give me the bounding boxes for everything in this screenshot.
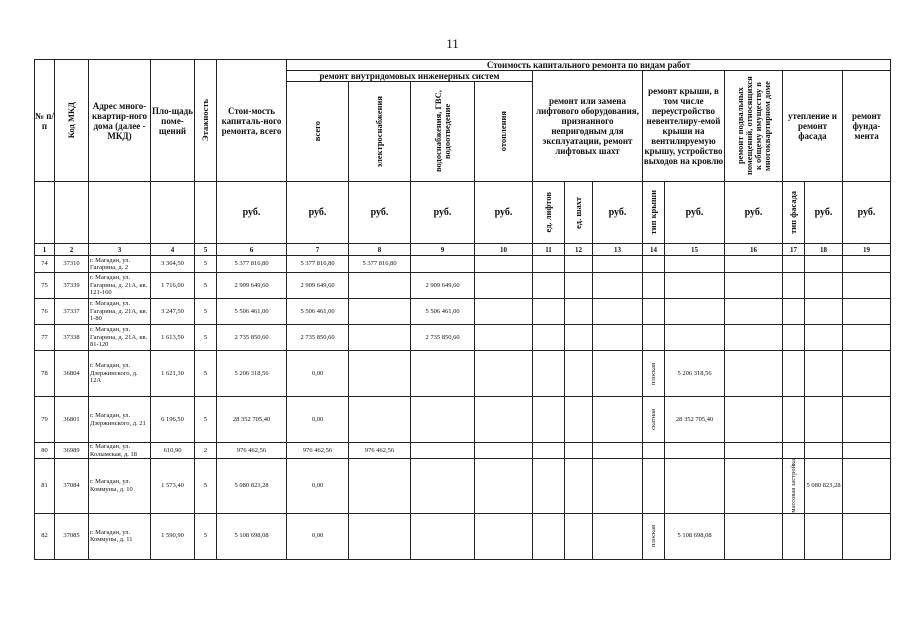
row-address: г. Магадан, ул. Коммуны, д. 11 — [89, 513, 151, 559]
table-row — [35, 256, 891, 273]
row-lift-cost — [593, 273, 643, 299]
table-row — [35, 397, 891, 443]
unit-empty — [151, 182, 195, 244]
row-electro — [349, 513, 411, 559]
row-roof-cost — [665, 256, 725, 273]
row-floors: 5 — [195, 325, 217, 351]
row-code: 36801 — [55, 397, 89, 443]
header-lift: ремонт или замена лифтового оборудования, признанного непригодным для эксплуатации, ремонт лифтовых шахт — [533, 71, 643, 182]
row-foundation — [843, 443, 891, 459]
row-shaft-count — [565, 256, 593, 273]
column-number: 15 — [665, 244, 725, 256]
row-code: 37085 — [55, 513, 89, 559]
row-facade-cost — [805, 273, 843, 299]
row-heating — [475, 351, 533, 397]
unit-rub: руб. — [217, 182, 287, 244]
row-basement — [725, 351, 783, 397]
row-lift-count — [533, 443, 565, 459]
row-floors: 5 — [195, 459, 217, 514]
column-number: 3 — [89, 244, 151, 256]
row-roof-cost — [665, 325, 725, 351]
row-address: г. Магадан, ул. Гагарина, д. 21А, кв. 121-160 — [89, 273, 151, 299]
row-no: 74 — [35, 256, 55, 273]
unit-rub: руб. — [349, 182, 411, 244]
header-facade: утепление и ремонт фасада — [783, 71, 843, 182]
header-foundation: ремонт фунда-мента — [843, 71, 891, 182]
row-eng-total: 0,00 — [287, 513, 349, 559]
column-number: 6 — [217, 244, 287, 256]
unit-rub: руб. — [287, 182, 349, 244]
header-roof: ремонт крыши, в том числе переустройство невентелиру-емой крыши на вентилируемую крышу, устройство выходов на кровлю — [643, 71, 725, 182]
row-electro: 5 377 816,80 — [349, 256, 411, 273]
table-row — [35, 459, 891, 514]
row-lift-cost — [593, 351, 643, 397]
row-address: г. Магадан, ул. Гагарина, д. 21А, кв. 81-120 — [89, 325, 151, 351]
column-number: 5 — [195, 244, 217, 256]
row-basement — [725, 256, 783, 273]
unit-lift-count: ед. лифтов — [533, 182, 565, 244]
page-number: 11 — [446, 36, 459, 51]
unit-empty — [195, 182, 217, 244]
row-water — [411, 443, 475, 459]
row-foundation — [843, 459, 891, 514]
row-floors: 5 — [195, 513, 217, 559]
row-roof-type: скатная — [643, 397, 665, 443]
row-eng-total: 0,00 — [287, 397, 349, 443]
row-total-cost: 976 462,56 — [217, 443, 287, 459]
row-roof-type: плоская — [643, 513, 665, 559]
row-total-cost: 5 506 461,00 — [217, 299, 287, 325]
header-floors: Этажность — [195, 60, 217, 182]
row-eng-total: 0,00 — [287, 351, 349, 397]
row-foundation — [843, 299, 891, 325]
row-lift-count — [533, 299, 565, 325]
header-basement: ремонт подвальных помещений, относящихся к общему имуществу в многоквартирном доме — [725, 71, 783, 182]
header-eng-total: всего — [287, 82, 349, 182]
column-number: 8 — [349, 244, 411, 256]
row-heating — [475, 459, 533, 514]
row-code: 37310 — [55, 256, 89, 273]
table-row — [35, 351, 891, 397]
column-number: 19 — [843, 244, 891, 256]
table-row — [35, 513, 891, 559]
row-floors: 5 — [195, 256, 217, 273]
row-heating — [475, 325, 533, 351]
row-facade-cost — [805, 443, 843, 459]
row-eng-total: 976 462,56 — [287, 443, 349, 459]
row-roof-type — [643, 273, 665, 299]
row-roof-type — [643, 443, 665, 459]
row-no: 82 — [35, 513, 55, 559]
row-address: г. Магадан, ул. Дзержинского, д. 21 — [89, 397, 151, 443]
row-facade-type — [783, 256, 805, 273]
row-heating — [475, 256, 533, 273]
row-roof-cost: 5 108 698,08 — [665, 513, 725, 559]
column-number: 17 — [783, 244, 805, 256]
row-heating — [475, 443, 533, 459]
row-area: 3 364,50 — [151, 256, 195, 273]
header-water: водоснабжения, ГВС, водоотведение — [411, 82, 475, 182]
column-number: 12 — [565, 244, 593, 256]
row-basement — [725, 513, 783, 559]
row-electro — [349, 325, 411, 351]
row-floors: 5 — [195, 273, 217, 299]
row-lift-count — [533, 256, 565, 273]
row-water: 5 506 461,00 — [411, 299, 475, 325]
column-number: 7 — [287, 244, 349, 256]
row-no: 77 — [35, 325, 55, 351]
row-water — [411, 397, 475, 443]
header-engineering: ремонт внутридомовых инженерных систем — [287, 71, 533, 82]
row-roof-cost — [665, 443, 725, 459]
row-total-cost: 5 080 823,28 — [217, 459, 287, 514]
row-water: 2 909 649,60 — [411, 273, 475, 299]
row-no: 81 — [35, 459, 55, 514]
row-basement — [725, 443, 783, 459]
header-by-type: Стоимость капитального ремонта по видам работ — [287, 60, 891, 71]
row-facade-type — [783, 513, 805, 559]
row-lift-cost — [593, 459, 643, 514]
column-number: 14 — [643, 244, 665, 256]
row-lift-count — [533, 513, 565, 559]
header-total-cost: Стои-мость капиталь-ного ремонта, всего — [217, 60, 287, 182]
row-shaft-count — [565, 351, 593, 397]
column-number: 10 — [475, 244, 533, 256]
row-eng-total: 5 377 816,80 — [287, 256, 349, 273]
row-electro — [349, 351, 411, 397]
unit-rub: руб. — [475, 182, 533, 244]
row-basement — [725, 299, 783, 325]
unit-empty — [89, 182, 151, 244]
unit-rub: руб. — [725, 182, 783, 244]
row-floors: 5 — [195, 351, 217, 397]
row-no: 79 — [35, 397, 55, 443]
capital-repair-table — [34, 59, 891, 560]
row-lift-count — [533, 397, 565, 443]
row-lift-count — [533, 325, 565, 351]
column-number: 2 — [55, 244, 89, 256]
header-address: Адрес много-квартир-ного дома (далее - МКД) — [89, 60, 151, 182]
row-foundation — [843, 273, 891, 299]
row-shaft-count — [565, 299, 593, 325]
row-facade-type — [783, 397, 805, 443]
row-heating — [475, 273, 533, 299]
row-water — [411, 256, 475, 273]
row-shaft-count — [565, 459, 593, 514]
row-basement — [725, 459, 783, 514]
row-facade-type — [783, 325, 805, 351]
row-roof-type: плоская — [643, 351, 665, 397]
row-heating — [475, 299, 533, 325]
row-total-cost: 2 735 850,60 — [217, 325, 287, 351]
row-facade-cost — [805, 325, 843, 351]
row-lift-cost — [593, 397, 643, 443]
row-basement — [725, 273, 783, 299]
row-total-cost: 2 909 649,60 — [217, 273, 287, 299]
row-floors: 5 — [195, 397, 217, 443]
row-address: г. Магадан, ул. Колымская, д. 18 — [89, 443, 151, 459]
row-foundation — [843, 351, 891, 397]
row-area: 6 196,50 — [151, 397, 195, 443]
unit-rub: руб. — [805, 182, 843, 244]
row-roof-cost — [665, 299, 725, 325]
row-code: 36989 — [55, 443, 89, 459]
row-code: 37084 — [55, 459, 89, 514]
row-no: 76 — [35, 299, 55, 325]
row-total-cost: 28 352 705,40 — [217, 397, 287, 443]
row-foundation — [843, 256, 891, 273]
table-row — [35, 443, 891, 459]
row-electro — [349, 273, 411, 299]
row-facade-type: массовая застройка — [783, 459, 805, 514]
unit-roof-type: тип крыши — [643, 182, 665, 244]
row-code: 36804 — [55, 351, 89, 397]
header-heating: отопления — [475, 82, 533, 182]
row-area: 1 613,50 — [151, 325, 195, 351]
row-no: 80 — [35, 443, 55, 459]
column-number: 11 — [533, 244, 565, 256]
row-electro: 976 462,56 — [349, 443, 411, 459]
row-shaft-count — [565, 397, 593, 443]
row-water — [411, 459, 475, 514]
row-area: 3 247,50 — [151, 299, 195, 325]
header-code: Код МКД — [55, 60, 89, 182]
row-lift-count — [533, 351, 565, 397]
row-shaft-count — [565, 325, 593, 351]
row-area: 1 573,40 — [151, 459, 195, 514]
row-electro — [349, 299, 411, 325]
row-lift-cost — [593, 513, 643, 559]
column-number: 18 — [805, 244, 843, 256]
row-facade-cost — [805, 299, 843, 325]
row-facade-type — [783, 299, 805, 325]
row-total-cost: 5 206 318,56 — [217, 351, 287, 397]
row-area: 1 716,00 — [151, 273, 195, 299]
row-code: 37339 — [55, 273, 89, 299]
column-number: 16 — [725, 244, 783, 256]
row-roof-type — [643, 325, 665, 351]
row-roof-cost — [665, 273, 725, 299]
row-foundation — [843, 513, 891, 559]
row-facade-cost — [805, 397, 843, 443]
row-eng-total: 2 909 649,60 — [287, 273, 349, 299]
header-area: Пло-щадь поме-щений — [151, 60, 195, 182]
row-eng-total: 5 506 461,00 — [287, 299, 349, 325]
row-facade-type — [783, 443, 805, 459]
row-water — [411, 513, 475, 559]
row-basement — [725, 397, 783, 443]
row-electro — [349, 459, 411, 514]
row-shaft-count — [565, 513, 593, 559]
row-shaft-count — [565, 273, 593, 299]
row-total-cost: 5 108 698,08 — [217, 513, 287, 559]
row-code: 37337 — [55, 299, 89, 325]
row-lift-count — [533, 273, 565, 299]
row-lift-cost — [593, 256, 643, 273]
row-water: 2 735 850,60 — [411, 325, 475, 351]
row-basement — [725, 325, 783, 351]
table-row — [35, 273, 891, 299]
row-roof-cost: 5 206 318,56 — [665, 351, 725, 397]
row-facade-cost — [805, 351, 843, 397]
unit-facade-type: тип фасада — [783, 182, 805, 244]
row-address: г. Магадан, ул. Коммуны, д. 10 — [89, 459, 151, 514]
row-code: 37338 — [55, 325, 89, 351]
row-roof-type — [643, 256, 665, 273]
unit-empty — [55, 182, 89, 244]
row-roof-cost: 28 352 705,40 — [665, 397, 725, 443]
row-eng-total: 2 735 850,60 — [287, 325, 349, 351]
unit-shaft-count: ед. шахт — [565, 182, 593, 244]
table-row — [35, 299, 891, 325]
row-eng-total: 0,00 — [287, 459, 349, 514]
row-area: 1 621,30 — [151, 351, 195, 397]
row-facade-type — [783, 273, 805, 299]
column-number: 4 — [151, 244, 195, 256]
unit-rub: руб. — [665, 182, 725, 244]
row-lift-count — [533, 459, 565, 514]
row-address: г. Магадан, ул. Дзержинского, д. 12А — [89, 351, 151, 397]
row-total-cost: 5 377 816,80 — [217, 256, 287, 273]
row-facade-cost — [805, 256, 843, 273]
row-foundation — [843, 325, 891, 351]
row-no: 78 — [35, 351, 55, 397]
column-number: 13 — [593, 244, 643, 256]
row-heating — [475, 397, 533, 443]
row-floors: 5 — [195, 299, 217, 325]
table-row — [35, 325, 891, 351]
row-roof-type — [643, 299, 665, 325]
row-water — [411, 351, 475, 397]
row-floors: 2 — [195, 443, 217, 459]
row-lift-cost — [593, 299, 643, 325]
unit-empty — [35, 182, 55, 244]
column-number: 1 — [35, 244, 55, 256]
row-facade-cost: 5 080 823,28 — [805, 459, 843, 514]
row-facade-type — [783, 351, 805, 397]
column-numbers-row — [35, 244, 891, 256]
row-roof-cost — [665, 459, 725, 514]
row-area: 1 590,90 — [151, 513, 195, 559]
row-roof-type — [643, 459, 665, 514]
unit-rub: руб. — [843, 182, 891, 244]
unit-rub: руб. — [411, 182, 475, 244]
row-area: 610,90 — [151, 443, 195, 459]
header-electro: электроснабжения — [349, 82, 411, 182]
row-electro — [349, 397, 411, 443]
row-no: 75 — [35, 273, 55, 299]
row-shaft-count — [565, 443, 593, 459]
row-address: г. Магадан, ул. Гагарина, д. 2 — [89, 256, 151, 273]
row-facade-cost — [805, 513, 843, 559]
row-lift-cost — [593, 443, 643, 459]
row-heating — [475, 513, 533, 559]
column-number: 9 — [411, 244, 475, 256]
row-lift-cost — [593, 325, 643, 351]
row-address: г. Магадан, ул. Гагарина, д. 21А, кв. 1-80 — [89, 299, 151, 325]
header-no: № п/ п — [35, 60, 55, 182]
row-foundation — [843, 397, 891, 443]
unit-rub: руб. — [593, 182, 643, 244]
